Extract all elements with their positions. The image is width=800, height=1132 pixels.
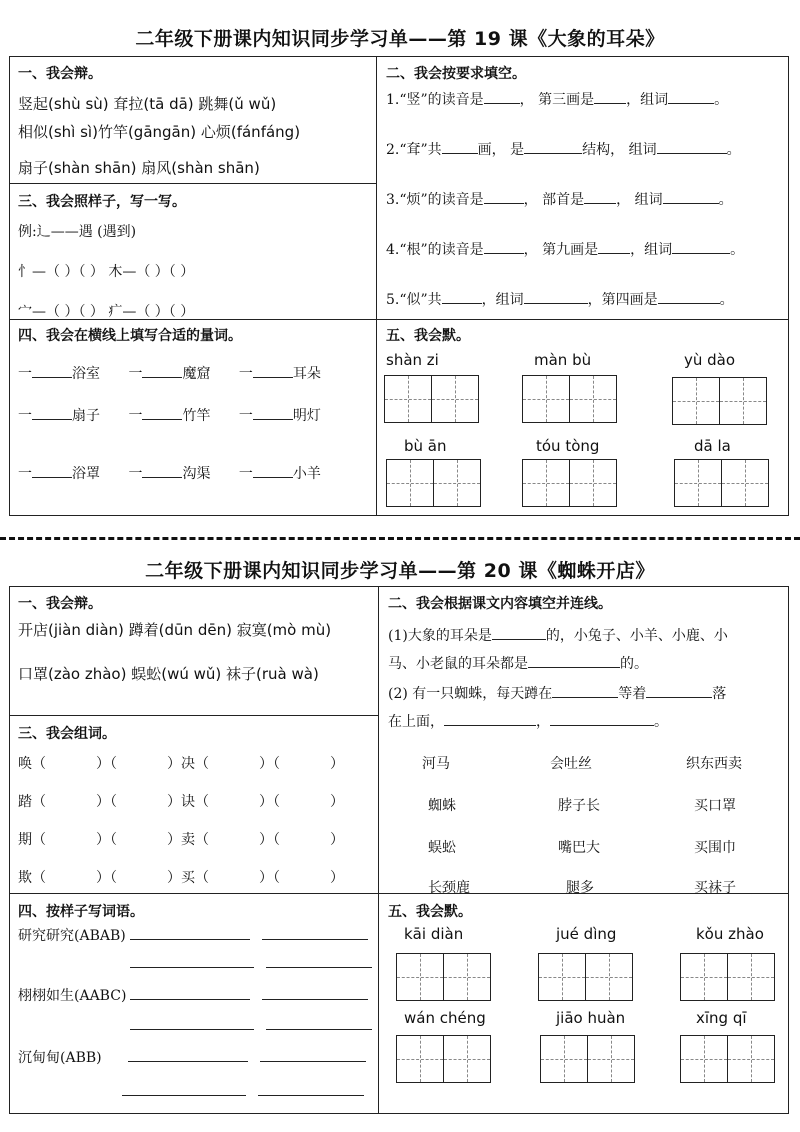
s19-2-item[interactable]: 1.“竖”的读音是 ， 第三画是 ，组词 。 [386,89,728,109]
s19-2-item[interactable]: 2.“耷”共 画， 是 结构， 组词 。 [386,139,741,159]
s20-4-row[interactable]: 研究研究(ABAB) [18,925,368,945]
match-item[interactable]: 买围巾 [694,840,736,856]
s19-1-heading: 一、我会辩。 [18,66,102,82]
s20-3-row[interactable]: 期（ ）（ ）卖（ ）（ ） [18,832,344,848]
s20-5-heading: 五、我会默。 [388,904,472,920]
s20-4-row[interactable]: 栩栩如生(AABC) [18,985,368,1005]
s19-2-item[interactable]: 3.“烦”的读音是 ， 部首是 ， 组词 。 [386,189,733,209]
divider [10,183,376,184]
match-item[interactable]: 嘴巴大 [558,840,600,856]
tianzige-pair[interactable] [540,1035,635,1083]
s19-2-heading: 二、我会按要求填空。 [386,66,526,82]
sheet20-table [9,586,789,1114]
pinyin-label: jiāo huàn [556,1009,626,1027]
s19-5-heading: 五、我会默。 [386,328,470,344]
s19-3-row[interactable]: 忄—（ ）（ ） 木—（ ）（ ） [18,264,195,280]
divider [10,893,788,894]
tianzige-pair[interactable] [538,953,633,1001]
s20-1-heading: 一、我会辩。 [18,596,102,612]
tianzige-pair[interactable] [522,375,617,423]
s20-2-q2[interactable]: 在上面， ， 。 [388,711,668,731]
tianzige-pair[interactable] [674,459,769,507]
s20-1-row: 口罩(zào zhào) 蜈蚣(wú wǔ) 袜子(ruà wà) [18,665,319,683]
s19-2-item[interactable]: 4.“根”的读音是 ， 第九画是 ，组词 。 [386,239,744,259]
s19-4-heading: 四、我会在横线上填写合适的量词。 [18,328,242,344]
sheet19-title: 二年级下册课内知识同步学习单——第 19 课《大象的耳朵》 [135,28,665,50]
sheet19-table [9,56,789,516]
pinyin-label: tóu tòng [536,437,600,455]
divider [378,587,379,1113]
tianzige-pair[interactable] [386,459,481,507]
s20-3-row[interactable]: 踏（ ）（ ）诀（ ）（ ） [18,794,344,810]
s20-3-row[interactable]: 欺（ ）（ ）买（ ）（ ） [18,870,344,886]
match-item[interactable]: 会吐丝 [550,756,592,772]
s20-3-heading: 三、我会组词。 [18,726,116,742]
match-item[interactable]: 蜈蚣 [428,840,456,856]
s20-3-row[interactable]: 唤（ ）（ ）决（ ）（ ） [18,756,344,772]
s20-4-row[interactable]: 沉甸甸(ABB) [18,1047,366,1067]
s19-1-row: 扇子(shàn shān) 扇风(shàn shān) [18,159,260,177]
answer-line[interactable] [130,953,372,972]
s19-1-row: 竖起(shù sù) 耷拉(tā dā) 跳舞(ǔ wǔ) [18,95,277,113]
match-item[interactable]: 腿多 [566,880,594,896]
s19-4-row[interactable]: 一 浴室 一 魔窟 一 耳朵 [18,363,321,383]
s20-2-q1[interactable]: 马、小老鼠的耳朵都是 的。 [388,653,648,673]
tianzige-pair[interactable] [396,1035,491,1083]
tianzige-pair[interactable] [680,953,775,1001]
pinyin-label: kǒu zhào [696,925,764,943]
s19-4-row[interactable]: 一 扇子 一 竹竿 一 明灯 [18,405,321,425]
answer-line[interactable] [130,1015,372,1034]
match-item[interactable]: 织东西卖 [686,756,742,772]
match-item[interactable]: 买口罩 [694,798,736,814]
match-item[interactable]: 脖子长 [558,798,600,814]
s19-1-row: 相似(shì sì)竹竿(gāngān) 心烦(fánfáng) [18,123,301,141]
tianzige-pair[interactable] [396,953,491,1001]
pinyin-label: dā la [694,437,731,455]
s19-4-row[interactable]: 一 浴罩 一 沟渠 一 小羊 [18,463,321,483]
s19-3-example: 例:辶——遇 (遇到) [18,224,137,240]
pinyin-label: bù ān [404,437,447,455]
match-item[interactable]: 长颈鹿 [428,880,470,896]
pinyin-label: shàn zi [386,351,439,369]
s20-2-q1[interactable]: (1)大象的耳朵是 的，小兔子、小羊、小鹿、小 [388,625,728,645]
divider [10,715,378,716]
s19-2-item[interactable]: 5.“似”共 ，组词 ，第四画是 。 [386,289,734,309]
tianzige-pair[interactable] [680,1035,775,1083]
s20-1-row: 开店(jiàn diàn) 蹲着(dūn dēn) 寂寞(mò mù) [18,621,332,639]
answer-line[interactable] [122,1081,364,1100]
s19-3-row[interactable]: 宀—（ ）（ ） 疒—（ ）（ ） [18,304,195,320]
pinyin-label: xīng qī [696,1009,747,1027]
tianzige-pair[interactable] [522,459,617,507]
s20-2-heading: 二、我会根据课文内容填空并连线。 [388,596,612,612]
match-item[interactable]: 河马 [422,756,450,772]
pinyin-label: jué dìng [556,925,617,943]
s20-2-q2[interactable]: (2) 有一只蜘蛛，每天蹲在 等着 落 [388,683,726,703]
pinyin-label: màn bù [534,351,592,369]
divider [376,57,377,515]
match-item[interactable]: 买袜子 [694,880,736,896]
pinyin-label: kāi diàn [404,925,464,943]
match-item[interactable]: 蜘蛛 [428,798,456,814]
pinyin-label: wán chéng [404,1009,486,1027]
cut-line [0,537,800,540]
s19-3-heading: 三、我会照样子，写一写。 [18,194,186,210]
tianzige-pair[interactable] [672,377,767,425]
s20-4-heading: 四、按样子写词语。 [18,904,144,920]
tianzige-pair[interactable] [384,375,479,423]
pinyin-label: yù dào [684,351,736,369]
sheet20-title: 二年级下册课内知识同步学习单——第 20 课《蜘蛛开店》 [145,560,655,582]
